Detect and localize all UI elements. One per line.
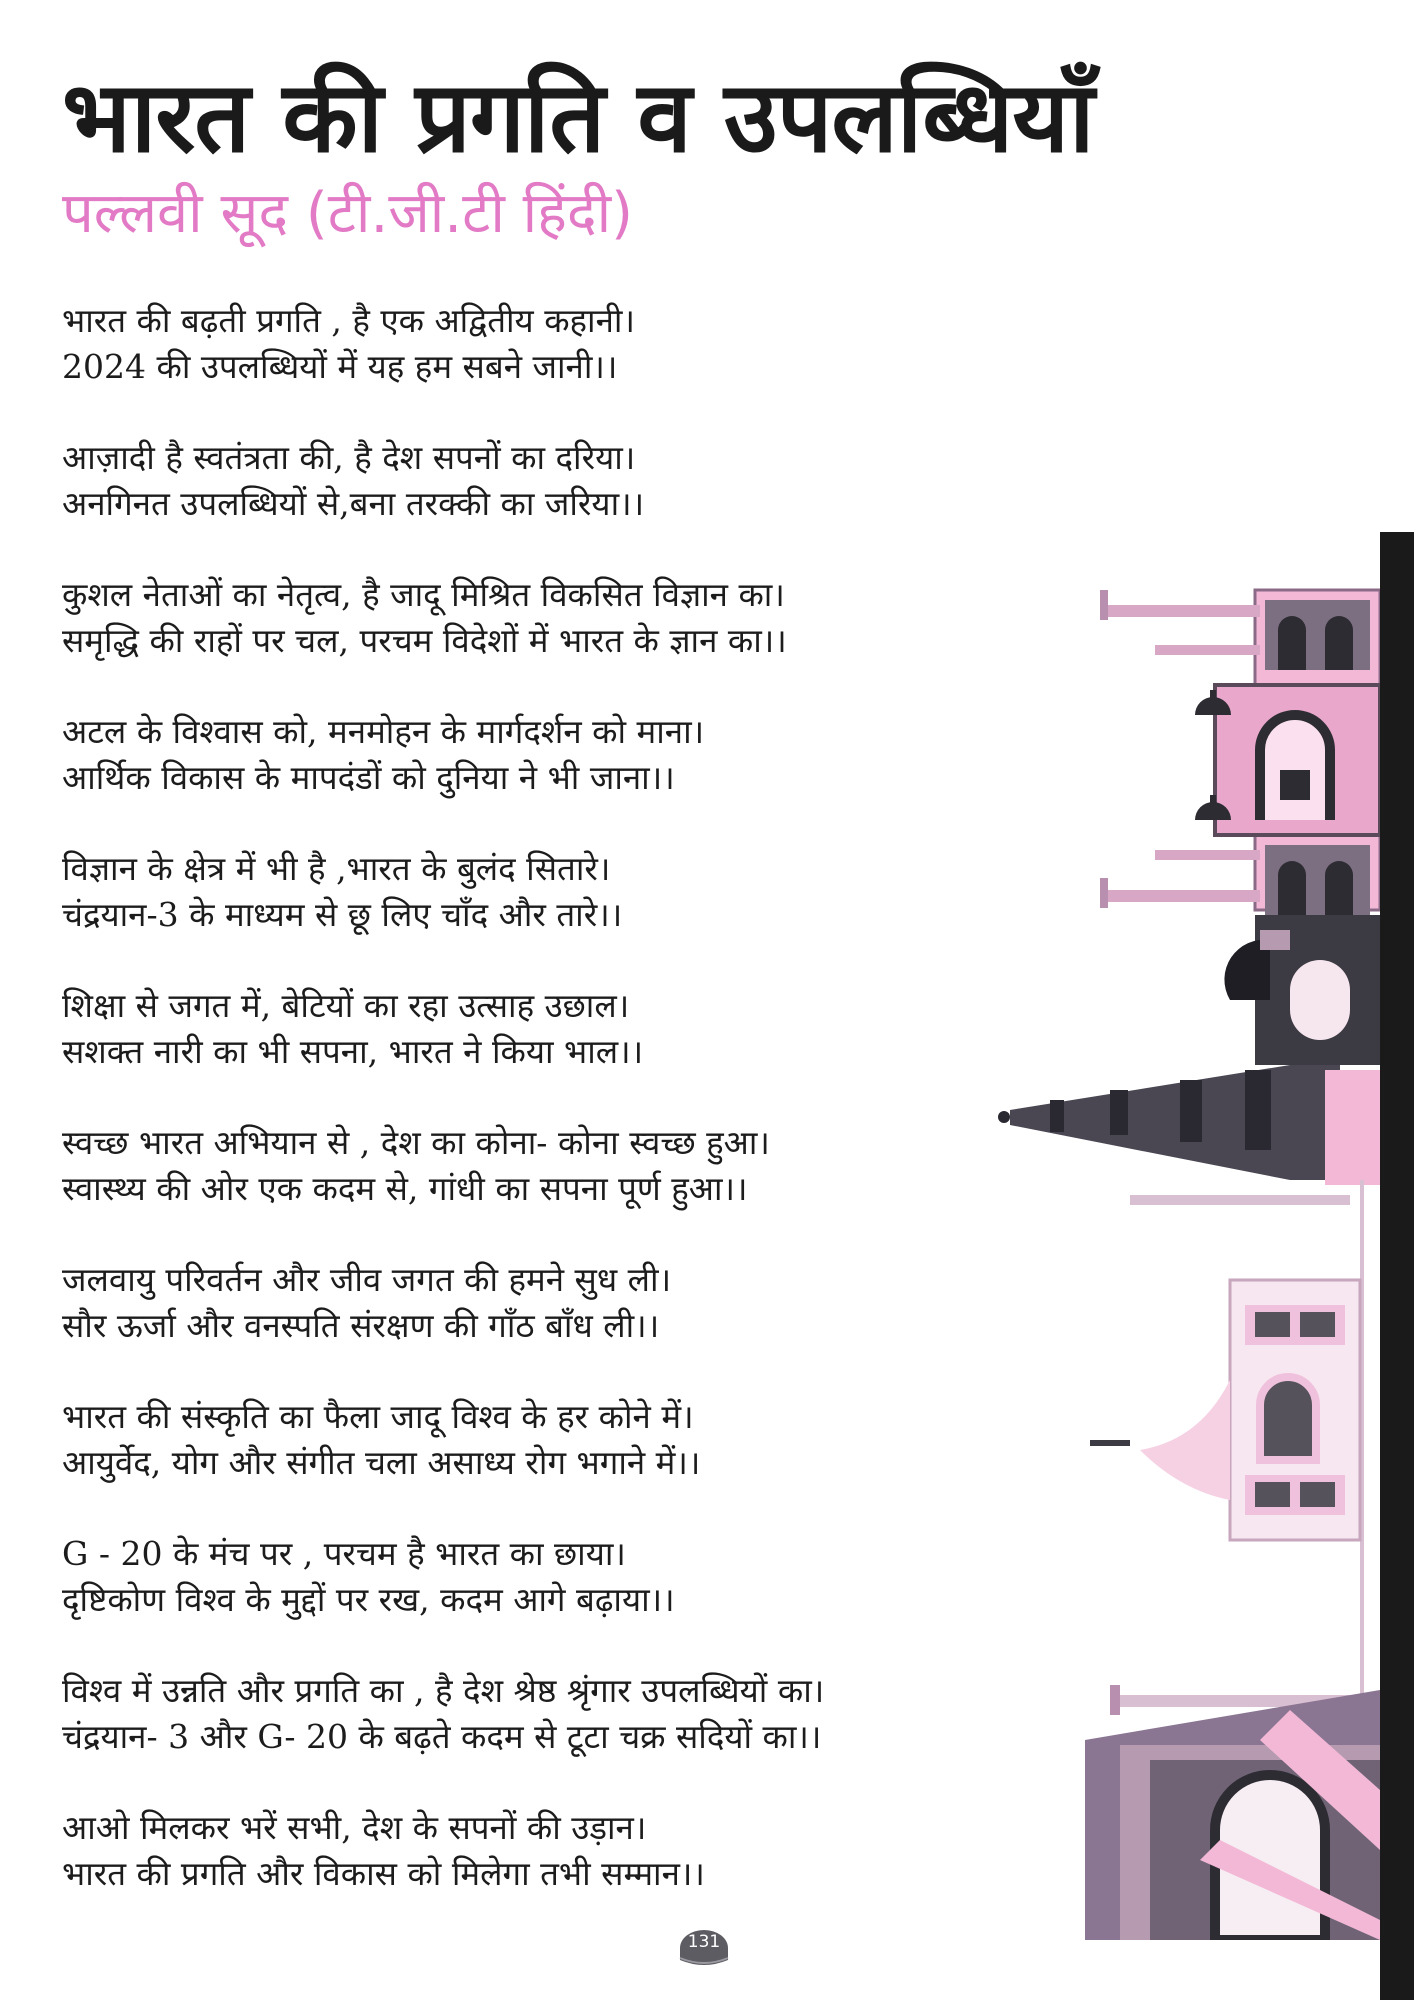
stanza [62, 1668, 1062, 1760]
taj-lower [1090, 1280, 1360, 1540]
stanza [62, 983, 1062, 1075]
poem-line: समृद्धि की राहों पर चल, परचम विदेशों में भारत के ज्ञान का।। [62, 621, 787, 660]
poem-line: चंद्रयान- 3 और G- 20 के बढ़ते कदम से टूटा चक्र सदियों का।। [62, 1717, 822, 1756]
poem-line: G - 20 के मंच पर , परचम है भारत का छाया। [62, 1534, 626, 1573]
stanza [62, 572, 1062, 664]
minaret-tower [998, 1065, 1380, 1185]
poem-line: अनगिनत उपलब्धियों से,बना तरक्की का जरिया।। [62, 484, 645, 523]
monument-illustration [990, 560, 1380, 1940]
poem-title: भारत की प्रगति व उपलब्धियाँ [62, 61, 1094, 175]
poem-line: विश्व में उन्नति और प्रगति का , है देश श्रेष्ठ श्रृंगार उपलब्धियों का। [62, 1671, 825, 1710]
poem-line: सशक्त नारी का भी सपना, भारत ने किया भाल।। [62, 1032, 644, 1071]
stanza [62, 1531, 1062, 1623]
stanza [62, 709, 1062, 801]
stanza [62, 1394, 1062, 1486]
palace-upper [1100, 590, 1380, 915]
gateway-bottom [1085, 1685, 1380, 1940]
page-edge-bar [1380, 532, 1414, 2000]
page-number: 131 [687, 1932, 721, 1952]
poem-line: दृष्टिकोण विश्व के मुद्दों पर रख, कदम आगे बढ़ाया।। [62, 1580, 675, 1619]
stanza [62, 846, 1062, 938]
poem-line: शिक्षा से जगत में, बेटियों का रहा उत्साह उछाल। [62, 986, 630, 1025]
poem-line: भारत की संस्कृति का फैला जादू विश्व के हर कोने में। [62, 1397, 694, 1436]
kiosk-middle [1224, 915, 1380, 1065]
poem-line: भारत की बढ़ती प्रगति , है एक अद्वितीय कहानी। [62, 301, 635, 340]
poem-line: स्वच्छ भारत अभियान से , देश का कोना- कोना स्वच्छ हुआ। [62, 1123, 770, 1162]
poem-line: कुशल नेताओं का नेतृत्व, है जादू मिश्रित विकसित विज्ञान का। [62, 575, 785, 614]
poem-line: आओ मिलकर भरें सभी, देश के सपनों की उड़ान। [62, 1808, 647, 1847]
poem-line: 2024 की उपलब्धियों में यह हम सबने जानी।। [62, 347, 618, 386]
stanza [62, 1257, 1062, 1349]
poem-line: आर्थिक विकास के मापदंडों को दुनिया ने भी जाना।। [62, 758, 675, 797]
poem-body [62, 298, 1062, 1942]
poem-line: अटल के विश्वास को, मनमोहन के मार्गदर्शन को माना। [62, 712, 705, 751]
poem-line: भारत की प्रगति और विकास को मिलेगा तभी सम्मान।। [62, 1854, 705, 1893]
poem-line: आयुर्वेद, योग और संगीत चला असाध्य रोग भगाने में।। [62, 1443, 701, 1482]
poem-line: जलवायु परिवर्तन और जीव जगत की हमने सुध ली। [62, 1260, 672, 1299]
stanza [62, 435, 1062, 527]
poem-line: चंद्रयान-3 के माध्यम से छू लिए चाँद और तारे।। [62, 895, 623, 934]
poem-line: आज़ादी है स्वतंत्रता की, है देश सपनों का दरिया। [62, 438, 636, 477]
author-byline: पल्लवी सूद (टी.जी.टी हिंदी) [62, 181, 633, 246]
stanza [62, 1120, 1062, 1212]
poem-line: विज्ञान के क्षेत्र में भी है ,भारत के बुलंद सितारे। [62, 849, 611, 888]
poem-line: स्वास्थ्य की ओर एक कदम से, गांधी का सपना पूर्ण हुआ।। [62, 1169, 748, 1208]
poem-line: सौर ऊर्जा और वनस्पति संरक्षण की गाँठ बाँध ली।। [62, 1306, 660, 1345]
stanza [62, 1805, 1062, 1897]
stanza [62, 298, 1062, 390]
